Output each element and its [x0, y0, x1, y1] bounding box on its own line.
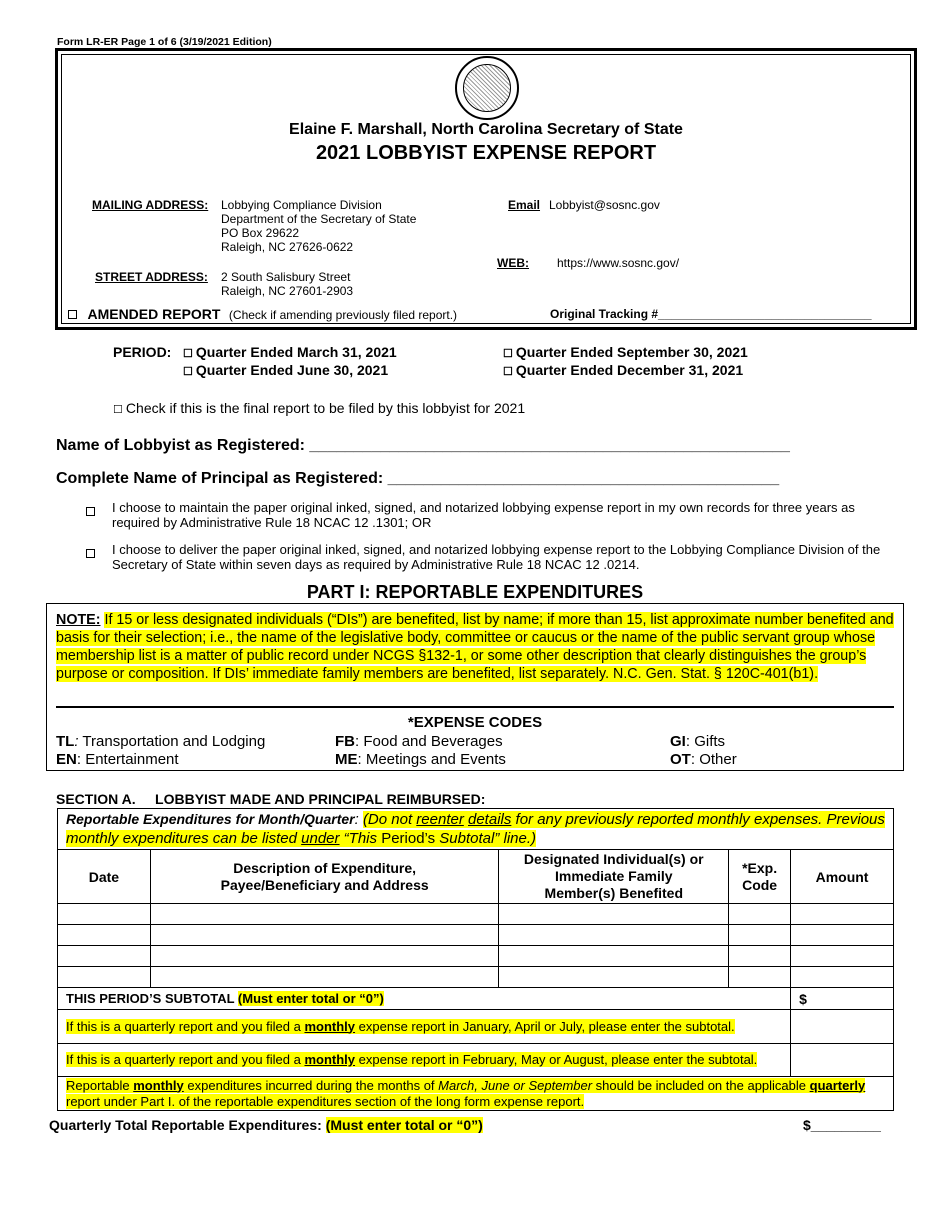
- subtotal-amount[interactable]: $: [791, 988, 894, 1010]
- mailing-address-label: MAILING ADDRESS:: [92, 198, 209, 212]
- monthly-subtotal-2-amount[interactable]: [791, 1044, 894, 1077]
- quarterly-total-amount[interactable]: $_________: [803, 1117, 881, 1133]
- code-ot: OT: Other: [670, 751, 737, 768]
- email-link[interactable]: Lobbyist@sosnc.gov: [549, 198, 660, 212]
- form-id: Form LR-ER Page 1 of 6 (3/19/2021 Edition): [57, 36, 272, 48]
- monthly-subtotal-1-amount[interactable]: [791, 1010, 894, 1044]
- col-description-header: Description of Expenditure, Payee/Beneficiary and Address: [150, 850, 499, 904]
- web-link[interactable]: https://www.sosnc.gov/: [557, 256, 680, 270]
- monthly-subtotal-1-label: If this is a quarterly report and you filed a monthly expense report in January, April or July, please enter the subtotal.: [58, 1010, 791, 1044]
- principal-name-field[interactable]: Complete Name of Principal as Registered: ____________________________________________: [56, 470, 780, 487]
- street-address-label: STREET ADDRESS:: [95, 270, 208, 284]
- quarterly-total-label: Quarterly Total Reportable Expenditures: (Must enter total or “0”): [49, 1117, 483, 1133]
- col-date-header: Date: [58, 850, 151, 904]
- street-address: 2 South Salisbury Street Raleigh, NC 27601-2903: [221, 270, 354, 298]
- table-row[interactable]: [58, 904, 894, 925]
- report-title: 2021 LOBBYIST EXPENSE REPORT: [315, 142, 657, 164]
- subtotal-label: THIS PERIOD’S SUBTOTAL (Must enter total or “0”): [58, 988, 791, 1010]
- table-row[interactable]: [58, 946, 894, 967]
- amended-checkbox[interactable]: [68, 310, 77, 319]
- lobbyist-name-field[interactable]: Name of Lobbyist as Registered: ______________________________________________________: [56, 437, 790, 454]
- code-gi: GI: Gifts: [670, 733, 726, 750]
- mailing-address: Lobbying Compliance Division Department of the Secretary of State PO Box 29622 Raleigh, NC 27626-0622: [221, 198, 417, 254]
- choice-text-1: I choose to maintain the paper original inked, signed, and notarized lobbying expense report in my own records for three years as required by Administrative Rule 18 NCAC 12 .1301; OR: [112, 500, 855, 530]
- choice-text-2: I choose to deliver the paper original inked, signed, and notarized lobbying expense report to the Lobbying Compliance Division of the Secretary of State within seven days as required by Administrative Rule 18 NCAC 12 .0214.: [112, 542, 881, 572]
- amended-report-row: [68, 306, 457, 324]
- period-label: PERIOD:: [113, 344, 172, 360]
- monthly-subtotal-2-label: If this is a quarterly report and you filed a monthly expense report in February, May or August, please enter the subtotal.: [58, 1044, 791, 1077]
- part1-title: PART I: REPORTABLE EXPENDITURES: [306, 582, 644, 602]
- table-row[interactable]: [58, 967, 894, 988]
- quarterly-note: Reportable monthly expenditures incurred during the months of March, June or September should be included on the applicable quarterly report under Part I. of the reportable expenditures section of the long form expense report.: [58, 1077, 894, 1111]
- final-report-check[interactable]: ☐ Check if this is the final report to be filed by this lobbyist for 2021: [113, 400, 526, 416]
- note-text: NOTE: If 15 or less designated individuals (“DIs”) are benefited, list by name; if more than 15, list approximate number benefited and basis for their selection; i.e., the name of the legislative body, committee or caucus or the name of the public servant group whose membership list is a matter of public record under NCGS §132-1, or some other description that clearly distinguishes the group’s purpose or composition. If DIs’ immediate family members are benefited, list separately. N.C. Gen. Stat. § 120C-401(b1).: [56, 612, 894, 682]
- col-code-header: *Exp. Code: [729, 850, 791, 904]
- note-divider: [56, 706, 894, 708]
- col-amount-header: Amount: [791, 850, 894, 904]
- table-banner: Reportable Expenditures for Month/Quarter: (Do not reenter details for any previously reported monthly expenses. Previous monthly expenditures can be listed under “This Period’s Subtotal” line.): [58, 809, 894, 850]
- period-q2[interactable]: ☐ Quarter Ended June 30, 2021: [183, 362, 389, 378]
- code-me: ME: Meetings and Events: [335, 751, 506, 768]
- period-q4[interactable]: ☐ Quarter Ended December 31, 2021: [503, 362, 744, 378]
- expenditure-table: [57, 808, 894, 1111]
- code-fb: FB: Food and Beverages: [335, 733, 503, 750]
- expense-codes-title: *EXPENSE CODES: [407, 714, 543, 731]
- choice-checkbox-1[interactable]: [86, 503, 95, 521]
- office-title: Elaine F. Marshall, North Carolina Secretary of State: [289, 121, 683, 138]
- period-q1[interactable]: ☐ Quarter Ended March 31, 2021: [183, 344, 397, 360]
- tracking-field[interactable]: Original Tracking #________________________________: [550, 307, 872, 321]
- email-label: Email: [508, 198, 541, 212]
- section-a-title: SECTION A. LOBBYIST MADE AND PRINCIPAL REIMBURSED:: [56, 791, 486, 807]
- choice-checkbox-2[interactable]: [86, 545, 95, 563]
- table-row[interactable]: [58, 925, 894, 946]
- amended-note: (Check if amending previously filed report.): [228, 308, 458, 322]
- col-designated-header: Designated Individual(s) or Immediate Family Member(s) Benefited: [499, 850, 729, 904]
- code-en: EN: Entertainment: [56, 751, 179, 768]
- code-tl: TL: Transportation and Lodging: [56, 733, 266, 750]
- amended-label: AMENDED REPORT: [87, 306, 221, 322]
- state-seal-icon: [455, 56, 519, 120]
- web-label: WEB:: [497, 256, 529, 270]
- period-q3[interactable]: ☐ Quarter Ended September 30, 2021: [503, 344, 748, 360]
